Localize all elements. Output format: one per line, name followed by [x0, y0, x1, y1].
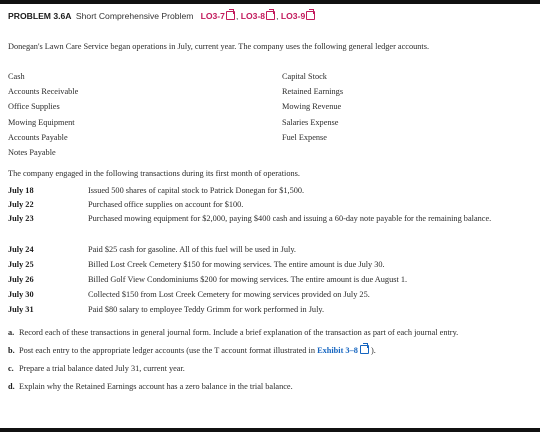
- task-text: Prepare a trial balance dated July 31, current year.: [19, 364, 185, 373]
- task-item: [8, 327, 530, 339]
- transaction-date: July 22: [8, 200, 34, 209]
- transaction-date: July 23: [8, 214, 34, 223]
- task-text: Explain why the Retained Earnings account has a zero balance in the trial balance.: [19, 382, 293, 391]
- problem-type: Short Comprehensive Problem: [75, 11, 194, 21]
- external-link-icon[interactable]: [306, 11, 315, 20]
- bottom-border: [0, 428, 540, 432]
- transaction-date: July 18: [8, 186, 34, 195]
- task-text: [19, 345, 530, 357]
- account-item: Accounts Receivable: [8, 87, 79, 97]
- account-item: Notes Payable: [8, 148, 56, 158]
- transaction-text: Purchased office supplies on account for $100.: [88, 200, 244, 209]
- lo-link-3[interactable]: LO3-9: [280, 11, 306, 21]
- account-item: Retained Earnings: [282, 87, 344, 97]
- account-item: Mowing Equipment: [8, 117, 75, 127]
- account-item: Cash: [8, 72, 25, 81]
- lo-link-1[interactable]: LO3-7: [200, 11, 225, 21]
- problem-header: [8, 11, 316, 21]
- task-item: [8, 363, 530, 375]
- transaction-text: Billed Golf View Condominiums $200 for mowing services. The entire amount is due August 1.: [88, 275, 408, 284]
- task-label: b.: [8, 346, 15, 355]
- task-text: Record each of these transactions in general journal form. Include a brief explanation of the transaction as part of each journal entry.: [19, 328, 459, 337]
- external-link-icon[interactable]: [266, 11, 275, 20]
- external-link-icon[interactable]: [226, 11, 235, 20]
- account-item: Mowing Revenue: [282, 102, 342, 112]
- transaction-date: July 24: [8, 245, 34, 254]
- exhibit-link[interactable]: Exhibit 3–8: [317, 346, 358, 355]
- external-link-icon[interactable]: [360, 345, 369, 354]
- transaction-text: Paid $25 cash for gasoline. All of this fuel will be used in July.: [88, 245, 297, 254]
- lo-link-2[interactable]: LO3-8: [240, 11, 266, 21]
- top-border: [0, 0, 540, 4]
- lo-separator: ,: [276, 11, 279, 21]
- account-item: Salaries Expense: [282, 117, 339, 127]
- accounts-right-column: [282, 69, 343, 145]
- account-item: Capital Stock: [282, 72, 327, 81]
- intro-paragraph: Donegan's Lawn Care Service began operations in July, current year. The company uses the following general ledger accounts.: [8, 42, 430, 51]
- task-item: [8, 381, 530, 393]
- transactions-intro: The company engaged in the following transactions during its first month of operations.: [8, 169, 300, 178]
- task-item: [8, 345, 530, 357]
- task-list: [8, 327, 530, 399]
- accounts-left-column: [8, 69, 78, 160]
- account-item: Accounts Payable: [8, 132, 68, 142]
- account-item: Office Supplies: [8, 102, 60, 112]
- task-label: c.: [8, 364, 14, 373]
- task-label: d.: [8, 382, 15, 391]
- lo-separator: ,: [235, 11, 239, 21]
- problem-id: PROBLEM 3.6A: [8, 11, 72, 21]
- transaction-date: July 31: [8, 305, 34, 314]
- transaction-date: July 25: [8, 260, 34, 269]
- transaction-text: Billed Lost Creek Cemetery $150 for mowing services. The entire amount is due July 30.: [88, 260, 385, 269]
- transaction-date: July 30: [8, 290, 34, 299]
- transaction-text: Paid $80 salary to employee Teddy Grimm for work performed in July.: [88, 305, 325, 314]
- transaction-text: Collected $150 from Lost Creek Cemetery for mowing services provided on July 25.: [88, 290, 370, 299]
- transaction-date: July 26: [8, 275, 34, 284]
- transaction-text: Issued 500 shares of capital stock to Patrick Donegan for $1,500.: [88, 186, 305, 195]
- account-item: Fuel Expense: [282, 132, 327, 142]
- task-text-after: ).: [370, 346, 376, 355]
- task-label: a.: [8, 328, 15, 337]
- transaction-text: Purchased mowing equipment for $2,000, paying $400 cash and issuing a 60-day note payable for the remaining balance.: [88, 214, 492, 223]
- task-text-before: Post each entry to the appropriate ledger accounts (use the T account format illustrated in: [19, 346, 315, 355]
